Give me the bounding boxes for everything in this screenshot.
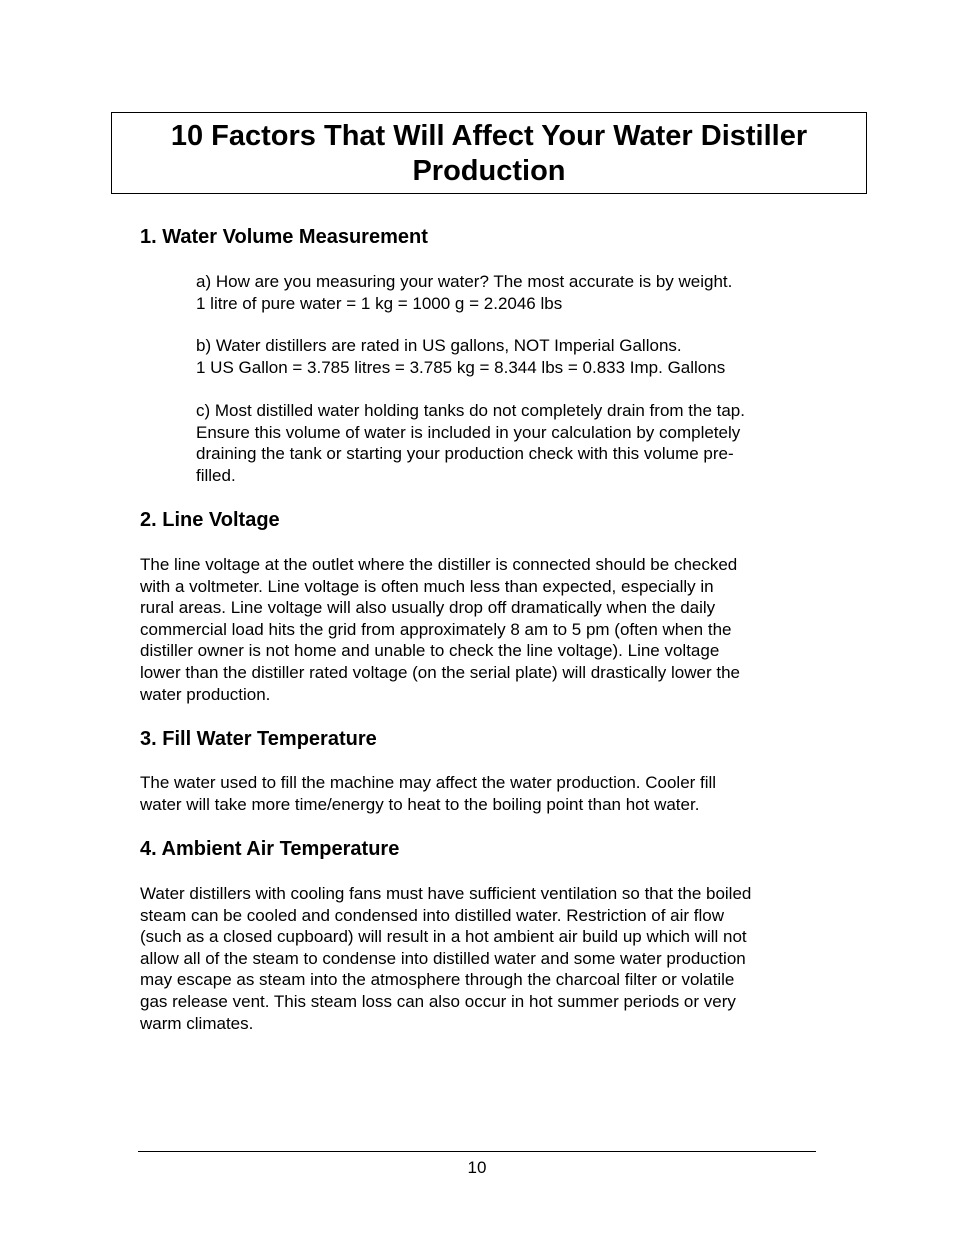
section-heading-line-voltage: 2. Line Voltage — [140, 509, 280, 531]
paragraph-line-voltage — [140, 554, 740, 705]
section-heading-fill-water-temperature: 3. Fill Water Temperature — [140, 728, 377, 750]
paragraph-item-a — [196, 271, 732, 314]
footer-divider — [138, 1151, 816, 1152]
paragraph-line: Ensure this volume of water is included in your calculation by completely — [196, 422, 741, 442]
paragraph-line: The water used to fill the machine may affect the water production. Cooler fill — [140, 773, 717, 792]
paragraph-line: distiller owner is not home and unable to check the line voltage). Line voltage — [140, 641, 720, 661]
paragraph-line: rural areas. Line voltage will also usually drop off dramatically when the daily — [140, 598, 716, 618]
paragraph-line: lower than the distiller rated voltage (on the serial plate) will drastically lower the — [140, 662, 741, 682]
paragraph-line: a) How are you measuring your water? The most accurate is by weight. — [196, 272, 733, 291]
paragraph-line: may escape as steam into the atmosphere through the charcoal filter or volatile — [140, 970, 735, 990]
paragraph-line: (such as a closed cupboard) will result in a hot ambient air build up which will not — [140, 927, 747, 947]
paragraph-item-c — [196, 400, 745, 486]
paragraph-line: 1 litre of pure water = 1 kg = 1000 g = 2.2046 lbs — [196, 293, 563, 313]
page-number: 10 — [467, 1158, 487, 1177]
paragraph-item-b — [196, 335, 725, 378]
paragraph-line: 1 US Gallon = 3.785 litres = 3.785 kg = 8.344 lbs = 0.833 Imp. Gallons — [196, 357, 726, 377]
paragraph-line: b) Water distillers are rated in US gallons, NOT Imperial Gallons. — [196, 336, 682, 355]
section-heading-water-volume: 1. Water Volume Measurement — [140, 226, 428, 248]
paragraph-line: water production. — [140, 684, 271, 704]
paragraph-fill-water-temperature — [140, 772, 716, 815]
paragraph-line: water will take more time/energy to heat to the boiling point than hot water. — [140, 794, 700, 814]
paragraph-line: draining the tank or starting your production check with this volume pre- — [196, 444, 734, 464]
page-title-line-1: 10 Factors That Will Affect Your Water Distiller — [170, 120, 808, 152]
page-title — [111, 112, 867, 194]
paragraph-ambient-air-temperature — [140, 883, 751, 1034]
paragraph-line: Water distillers with cooling fans must have sufficient ventilation so that the boiled — [140, 884, 752, 903]
paragraph-line: steam can be cooled and condensed into distilled water. Restriction of air flow — [140, 905, 724, 925]
paragraph-line: c) Most distilled water holding tanks do not completely drain from the tap. — [196, 401, 745, 420]
paragraph-line: warm climates. — [140, 1013, 254, 1033]
paragraph-line: filled. — [196, 465, 236, 485]
section-heading-ambient-air-temperature: 4. Ambient Air Temperature — [140, 838, 400, 860]
page-title-line-2: Production — [412, 155, 566, 187]
paragraph-line: gas release vent. This steam loss can also occur in hot summer periods or very — [140, 991, 736, 1011]
paragraph-line: commercial load hits the grid from approximately 8 am to 5 pm (often when the — [140, 619, 732, 639]
paragraph-line: allow all of the steam to condense into distilled water and some water production — [140, 948, 746, 968]
paragraph-line: The line voltage at the outlet where the distiller is connected should be checked — [140, 555, 738, 574]
paragraph-line: with a voltmeter. Line voltage is often much less than expected, especially in — [140, 576, 714, 596]
